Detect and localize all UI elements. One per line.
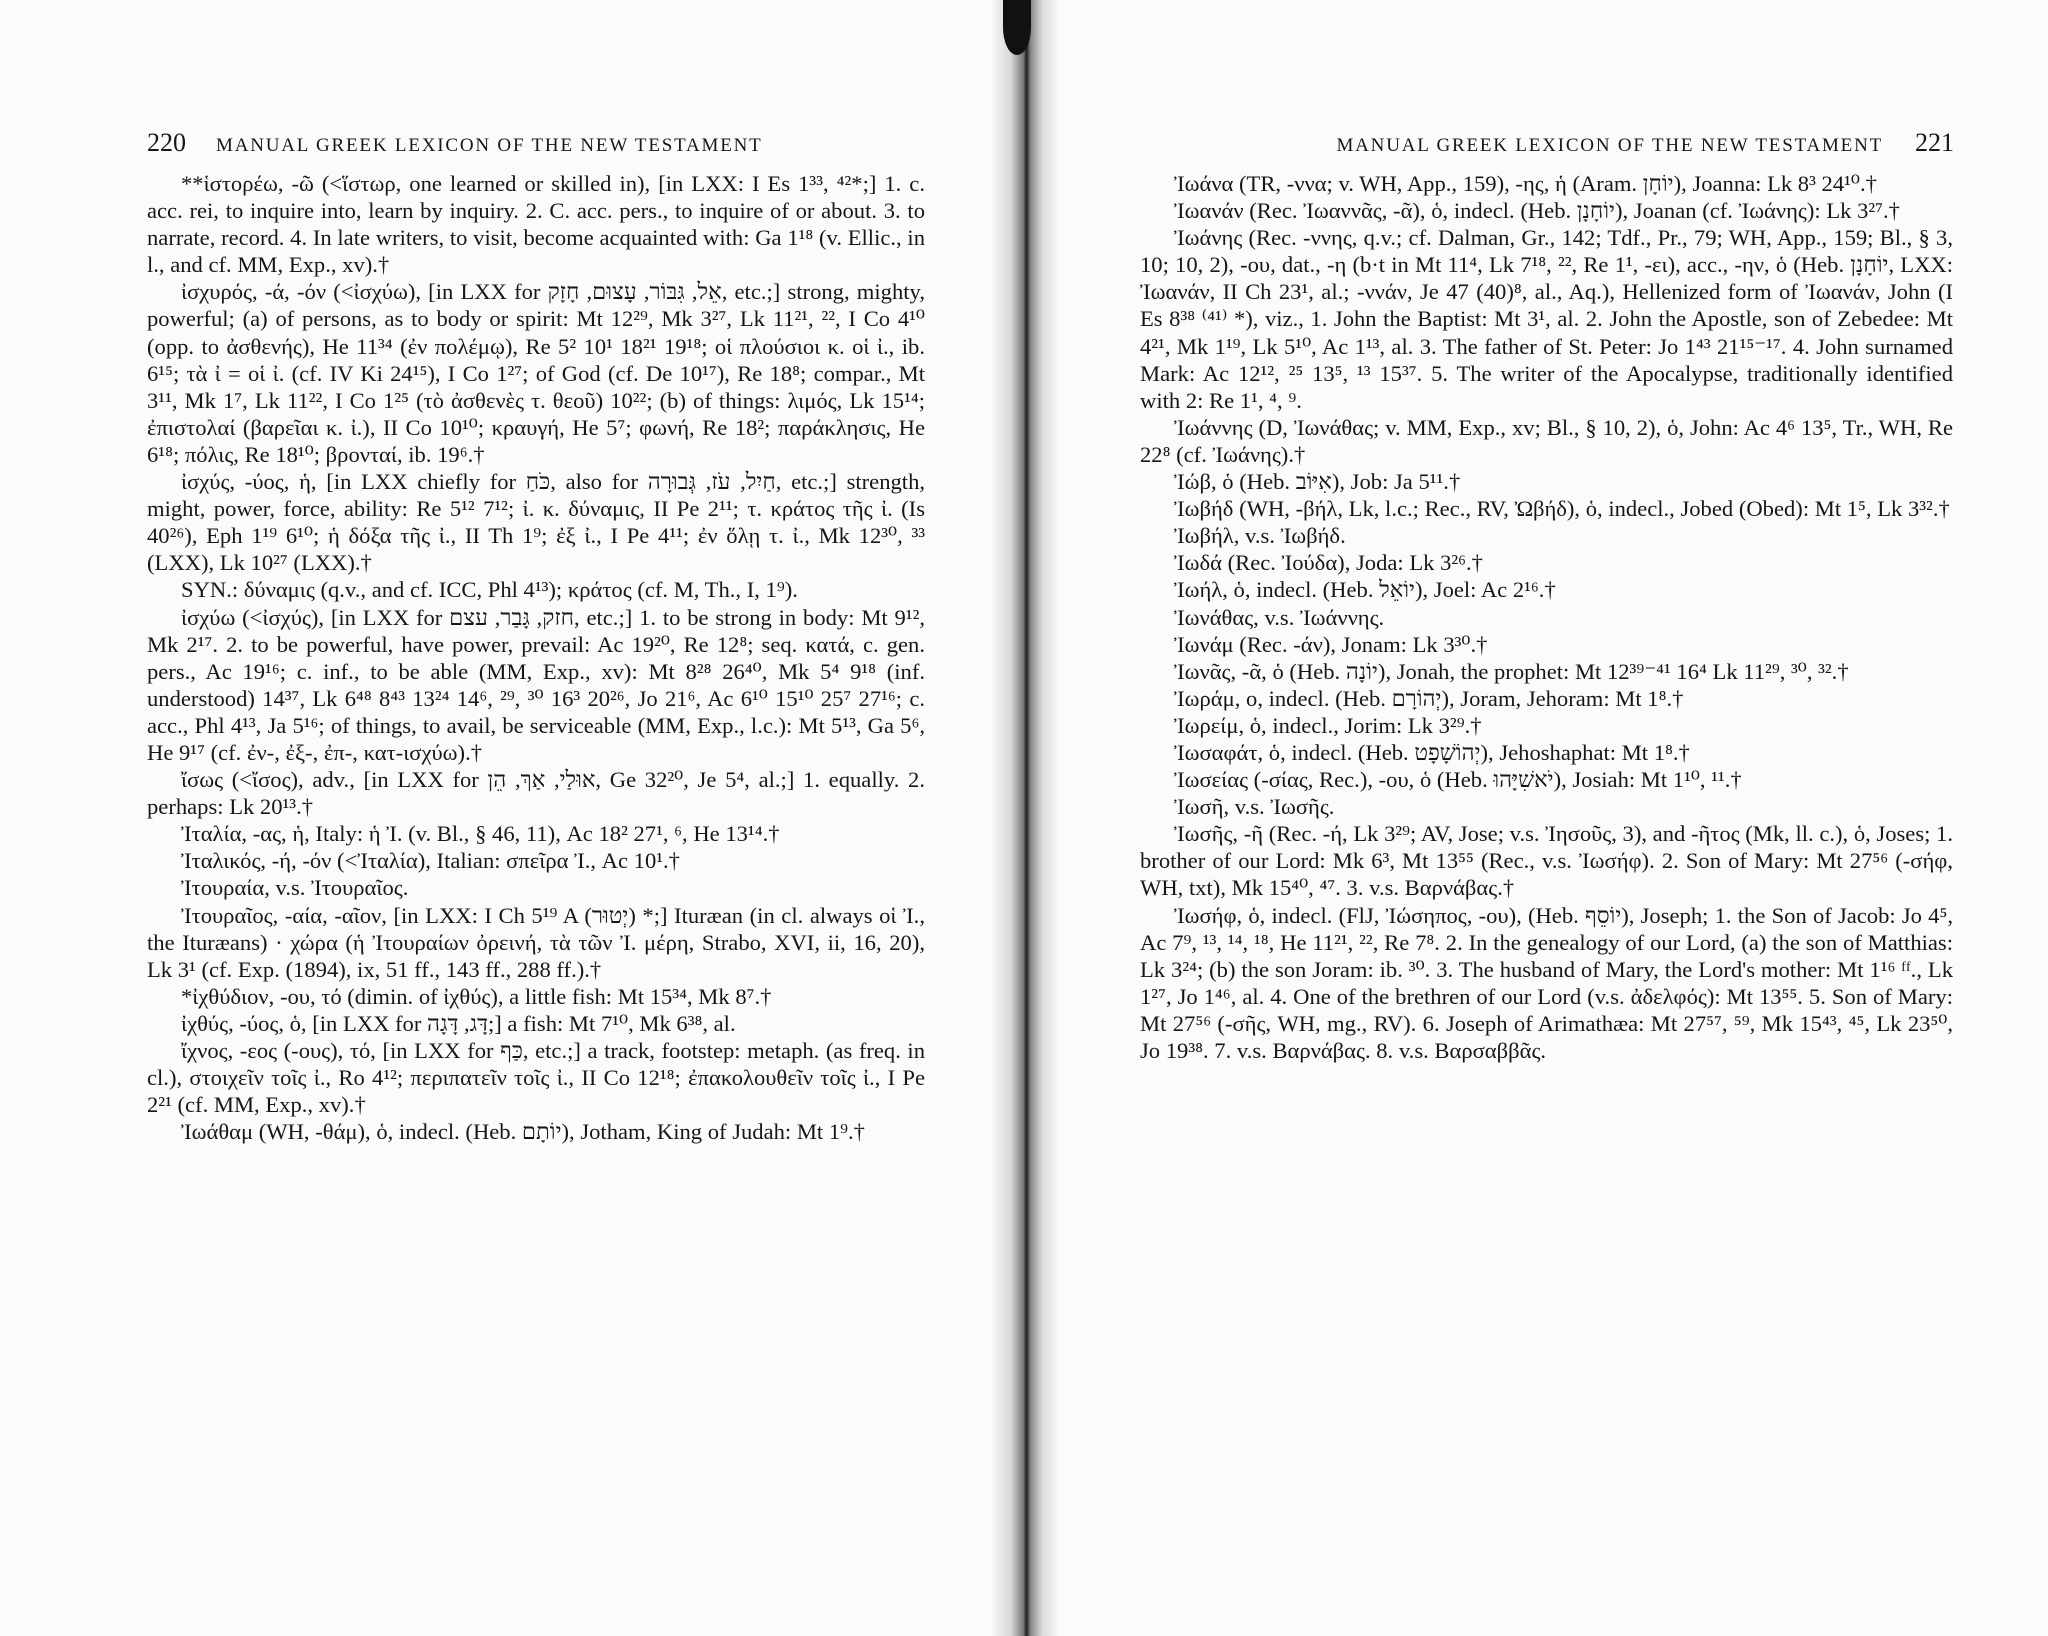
lexicon-entry: Ἰτουραία, v.s. Ἰτουραῖος. [181,875,409,901]
lexicon-entry: Ἰώβ, ὁ (Heb. אִיּוֹב), Job: Ja 5¹¹.† [1174,469,1461,495]
lexicon-entry: Ἰωσῆς, -ῆ (Rec. -ή, Lk 3²⁹; AV, Jose; v.s. Ἰησοῦς, 3), and -ῆτος (Mk, ll. c.), ὁ, Joses; 1. brother of our Lord: Mk 6³, Mt 13⁵⁵ (Rec., v.s. Ἰωσήφ). 2. Son of Mary: Mt 27⁵⁶ (-σήφ, WH, txt), Mk 15⁴⁰, ⁴⁷. 3. v.s. Βαρνάβας.† [1140,821,1953,901]
left-page-number: 220 [147,128,186,157]
lexicon-entry: Ἰωάνης (Rec. -ννης, q.v.; cf. Dalman, Gr., 142; Tdf., Pr., 79; WH, App., 159; Bl., § 3, 10; 10, 2), -ου, dat., -η (b·t in Mt 11⁴, Lk 7¹⁸, ²², Re 1¹, -ει), acc., -ην, ὁ (Heb. יוֹחָנָן, LXX: Ἰωανάν, II Ch 23¹, al.; -ννάν, Je 47 (40)⁸, al., Aq.), Hellenized form of Ἰωανάν, John (I Es 8³⁸ ⁽⁴¹⁾ *), viz., 1. John the Baptist: Mt 3¹, al. 2. John the Apostle, son of Zebedee: Mt 4²¹, Mk 1¹⁹, Lk 5¹⁰, Ac 1¹³, al. 3. The father of St. Peter: Jo 1⁴³ 21¹⁵⁻¹⁷. 4. John surnamed Mark: Ac 12¹², ²⁵ 13⁵, ¹³ 15³⁷. 5. The writer of the Apocalypse, traditionally identified with 2: Re 1¹, ⁴, ⁹. [1140,225,1953,413]
lexicon-entry: Ἰτουραῖος, -αία, -αῖον, [in LXX: I Ch 5¹⁹ A (יְטוּר) *;] Ituræan (in cl. always οἱ Ἰ., the Ituræans) · χώρα (ἡ Ἰτουραίων ὀρεινή, τὰ τῶν Ἰ. μέρη, Strabo, XVI, ii, 16, 20), Lk 3¹ (cf. Exp. (1894), ix, 51 ff., 143 ff., 288 ff.).† [147,902,925,982]
lexicon-entry: ἰχθύς, -ύος, ὁ, [in LXX for דָּג, דָּגָה;] a fish: Mt 7¹⁰, Mk 6³⁸, al. [181,1010,736,1036]
lexicon-entry: Ἰταλικός, -ή, -όν (<Ἰταλία), Italian: σπεῖρα Ἰ., Ac 10¹.† [181,848,680,874]
lexicon-entry: **ἱστορέω, -ῶ (<ἵστωρ, one learned or skilled in), [in LXX: I Es 1³³, ⁴²*;] 1. c. acc. rei, to inquire into, learn by inquiry. 2. C. acc. pers., to inquire of or about. 3. to narrate, record. 4. In late writers, to visit, become acquainted with: Ga 1¹⁸ (v. Ellic., in l., and cf. MM, Exp., xv).† [147,171,925,278]
right-page [1040,0,2048,1636]
left-page-body [147,170,925,1145]
right-page-body [1140,170,1953,1064]
synonym-note: SYN.: δύναμις (q.v., and cf. ICC, Phl 4¹³); κράτος (cf. M, Th., I, 1⁹). [181,577,798,603]
lexicon-entry: Ἰωβήδ (WH, -βήλ, Lk, l.c.; Rec., RV, Ὠβήδ), ὁ, indecl., Jobed (Obed): Mt 1⁵, Lk 3³².† [1174,496,1950,522]
lexicon-entry: ἴχνος, -εος (-ους), τό, [in LXX for כַּף, etc.;] a track, footstep: metaph. (as freq. in cl.), στοιχεῖν τοῖς ἰ., Ro 4¹²; περιπατεῖν τοῖς ἰ., II Co 12¹⁸; ἐπακολουθεῖν τοῖς ἰ., I Pe 2²¹ (cf. MM, Exp., xv).† [147,1038,926,1118]
lexicon-entry: ἰσχύω (<ἰσχύς), [in LXX for חזק, גָּבַר, עצם, etc.;] 1. to be strong in body: Mt 9¹², Mk 2¹⁷. 2. to be powerful, have power, prevail: Ac 19²⁰, Re 12⁸; seq. κατά, c. gen. pers., Ac 19¹⁶; c. inf., to be able (MM, Exp., xv): Mt 8²⁸ 26⁴⁰, Mk 5⁴ 9¹⁸ (inf. understood) 14³⁷, Lk 6⁴⁸ 8⁴³ 13²⁴ 14⁶, ²⁹, ³⁰ 16³ 20²⁶, Jo 21⁶, Ac 6¹⁰ 15¹⁰ 25⁷ 27¹⁶; c. acc., Phl 4¹³, Ja 5¹⁶; of things, to avail, be serviceable (MM, Exp., l.c.): Mt 5¹³, Ga 5⁶, He 9¹⁷ (cf. ἐν-, ἐξ-, ἐπ-, κατ-ισχύω).† [147,604,925,765]
lexicon-entry: Ἰωρείμ, ὁ, indecl., Jorim: Lk 3²⁹.† [1174,712,1482,738]
lexicon-entry: Ἰωνάθας, v.s. Ἰωάννης. [1174,604,1385,630]
binding-shadow [1003,0,1031,55]
lexicon-entry: Ἰωήλ, ὁ, indecl. (Heb. יוֹאֵל), Joel: Ac 2¹⁶.† [1174,577,1556,603]
lexicon-entry: Ἰωανάν (Rec. Ἰωαννᾶς, -ᾶ), ὁ, indecl. (Heb. יוֹחָנָן), Joanan (cf. Ἰωάνης): Lk 3²⁷.† [1174,198,1900,224]
right-page-number: 221 [1915,128,1954,157]
lexicon-entry: Ἰταλία, -ας, ἡ, Italy: ἡ Ἰ. (v. Bl., § 46, 11), Ac 18² 27¹, ⁶, He 13¹⁴.† [181,821,780,847]
lexicon-entry: Ἰωβήλ, v.s. Ἰωβήδ. [1174,523,1346,549]
lexicon-entry: Ἰωσείας (-σίας, Rec.), -ου, ὁ (Heb. יֹאשִׁיָּהוּ), Josiah: Mt 1¹⁰, ¹¹.† [1174,767,1742,793]
lexicon-entry: ἰσχυρός, -ά, -όν (<ἰσχύω), [in LXX for אֵל, גִּבּוֹר, עָצוּם, חָזָק, etc.;] strong, mighty, powerful; (a) of persons, as to body or spirit: Mt 12²⁹, Mk 3²⁷, Lk 11²¹, ²², I Co 4¹⁰ (opp. to ἀσθενής), He 11³⁴ (ἐν πολέμῳ), Re 5² 10¹ 18²¹ 19¹⁸; οἱ πλούσιοι κ. οἱ ἰ., ib. 6¹⁵; τὰ ἰ = οἱ ἰ. (cf. IV Ki 24¹⁵), I Co 1²⁷; of God (cf. De 10¹⁷), Re 18⁸; compar., Mt 3¹¹, Mk 1⁷, Lk 11²², I Co 1²⁵ (τὸ ἀσθενὲς τ. θεοῦ) 10²²; (b) of things: λιμός, Lk 15¹⁴; ἐπιστολαί (βαρεῖαι κ. ἰ.), II Co 10¹⁰; κραυγή, He 5⁷; φωνή, Re 18²; παράκλησις, He 6¹⁸; πόλις, Re 18¹⁰; βρονταί, ib. 19⁶.† [147,279,925,467]
lexicon-entry: Ἰωδά (Rec. Ἰούδα), Joda: Lk 3²⁶.† [1174,550,1483,576]
left-running-head: MANUAL GREEK LEXICON OF THE NEW TESTAMENT [216,135,763,156]
lexicon-entry: Ἰωάνα (TR, -ννα; v. WH, App., 159), -ης, ἡ (Aram. יוֹחָן), Joanna: Lk 8³ 24¹⁰.† [1174,171,1877,196]
lexicon-entry: Ἰωνάμ (Rec. -άν), Jonam: Lk 3³⁰.† [1174,631,1488,657]
lexicon-entry: ἰσχύς, -ύος, ἡ, [in LXX chiefly for כֹּחַ, also for חַיִל, עֹז, גְּבוּרָה, etc.;] strength, might, power, force, ability: Re 5¹² 7¹²; ἰ. κ. δύναμις, II Pe 2¹¹; τ. κράτος τῆς ἰ. (Is 40²⁶), Eph 1¹⁹ 6¹⁰; ἡ δόξα τῆς ἰ., II Th 1⁹; ἐξ ἰ., I Pe 4¹¹; ἐν ὅλῃ τ. ἰ., Mk 12³⁰, ³³ (LXX), Lk 10²⁷ (LXX).† [147,469,926,576]
lexicon-entry: Ἰωσαφάτ, ὁ, indecl. (Heb. יְהוֹשָׁפָט), Jehoshaphat: Mt 1⁸.† [1174,739,1690,765]
book-gutter [990,0,1060,1636]
lexicon-entry: Ἰωάννης (D, Ἰωνάθας; v. MM, Exp., xv; Bl., § 10, 2), ὁ, John: Ac 4⁶ 13⁵, Tr., WH, Re 22⁸ (cf. Ἰωάνης).† [1140,414,1953,467]
left-page-header [147,128,923,160]
lexicon-entry: Ἰωσῆ, v.s. Ἰωσῆς. [1174,794,1335,820]
lexicon-entry: Ἰωάθαμ (WH, -θάμ), ὁ, indecl. (Heb. יוֹתָם), Jotham, King of Judah: Mt 1⁹.† [181,1119,865,1145]
lexicon-entry: Ἰωράμ, ο, indecl. (Heb. יְהוֹרָם), Joram, Jehoram: Mt 1⁸.† [1174,685,1684,711]
left-page [0,0,1018,1636]
lexicon-entry: *ἰχθύδιον, -ου, τό (dimin. of ἰχθύς), a little fish: Mt 15³⁴, Mk 8⁷.† [181,983,772,1009]
lexicon-entry: ἴσως (<ἴσος), adv., [in LXX for אוּלַי, אַךְ, הֵן, Ge 32²⁰, Je 5⁴, al.;] 1. equally. 2. perhaps: Lk 20¹³.† [147,767,925,820]
right-page-header [1216,128,1954,160]
lexicon-entry: Ἰωνᾶς, -ᾶ, ὁ (Heb. יוֹנָה), Jonah, the prophet: Mt 12³⁹⁻⁴¹ 16⁴ Lk 11²⁹, ³⁰, ³².† [1174,658,1849,684]
right-running-head: MANUAL GREEK LEXICON OF THE NEW TESTAMENT [1336,135,1883,156]
lexicon-entry: Ἰωσήφ, ὁ, indecl. (FlJ, Ἰώσηπος, -ου), (Heb. יוֹסֵף), Joseph; 1. the Son of Jacob: Jo 4⁵, Ac 7⁹, ¹³, ¹⁴, ¹⁸, He 11²¹, ²², Re 7⁸. 2. In the genealogy of our Lord, (a) the son of Matthias: Lk 3²⁴; (b) the son Joram: ib. ³⁰. 3. The husband of Mary, the Lord's mother: Mt 1¹⁶ ᶠᶠ., Lk 1²⁷, Jo 1⁴⁶, al. 4. One of the brethren of our Lord (v.s. ἀδελφός): Mt 13⁵⁵. 5. Son of Mary: Mt 27⁵⁶ (-σῆς, WH, mg., RV). 6. Joseph of Arimathæa: Mt 27⁵⁷, ⁵⁹, Mk 15⁴³, ⁴⁵, Lk 23⁵⁰, Jo 19³⁸. 7. v.s. Βαρνάβας. 8. v.s. Βαρσαββᾶς. [1140,902,1953,1063]
